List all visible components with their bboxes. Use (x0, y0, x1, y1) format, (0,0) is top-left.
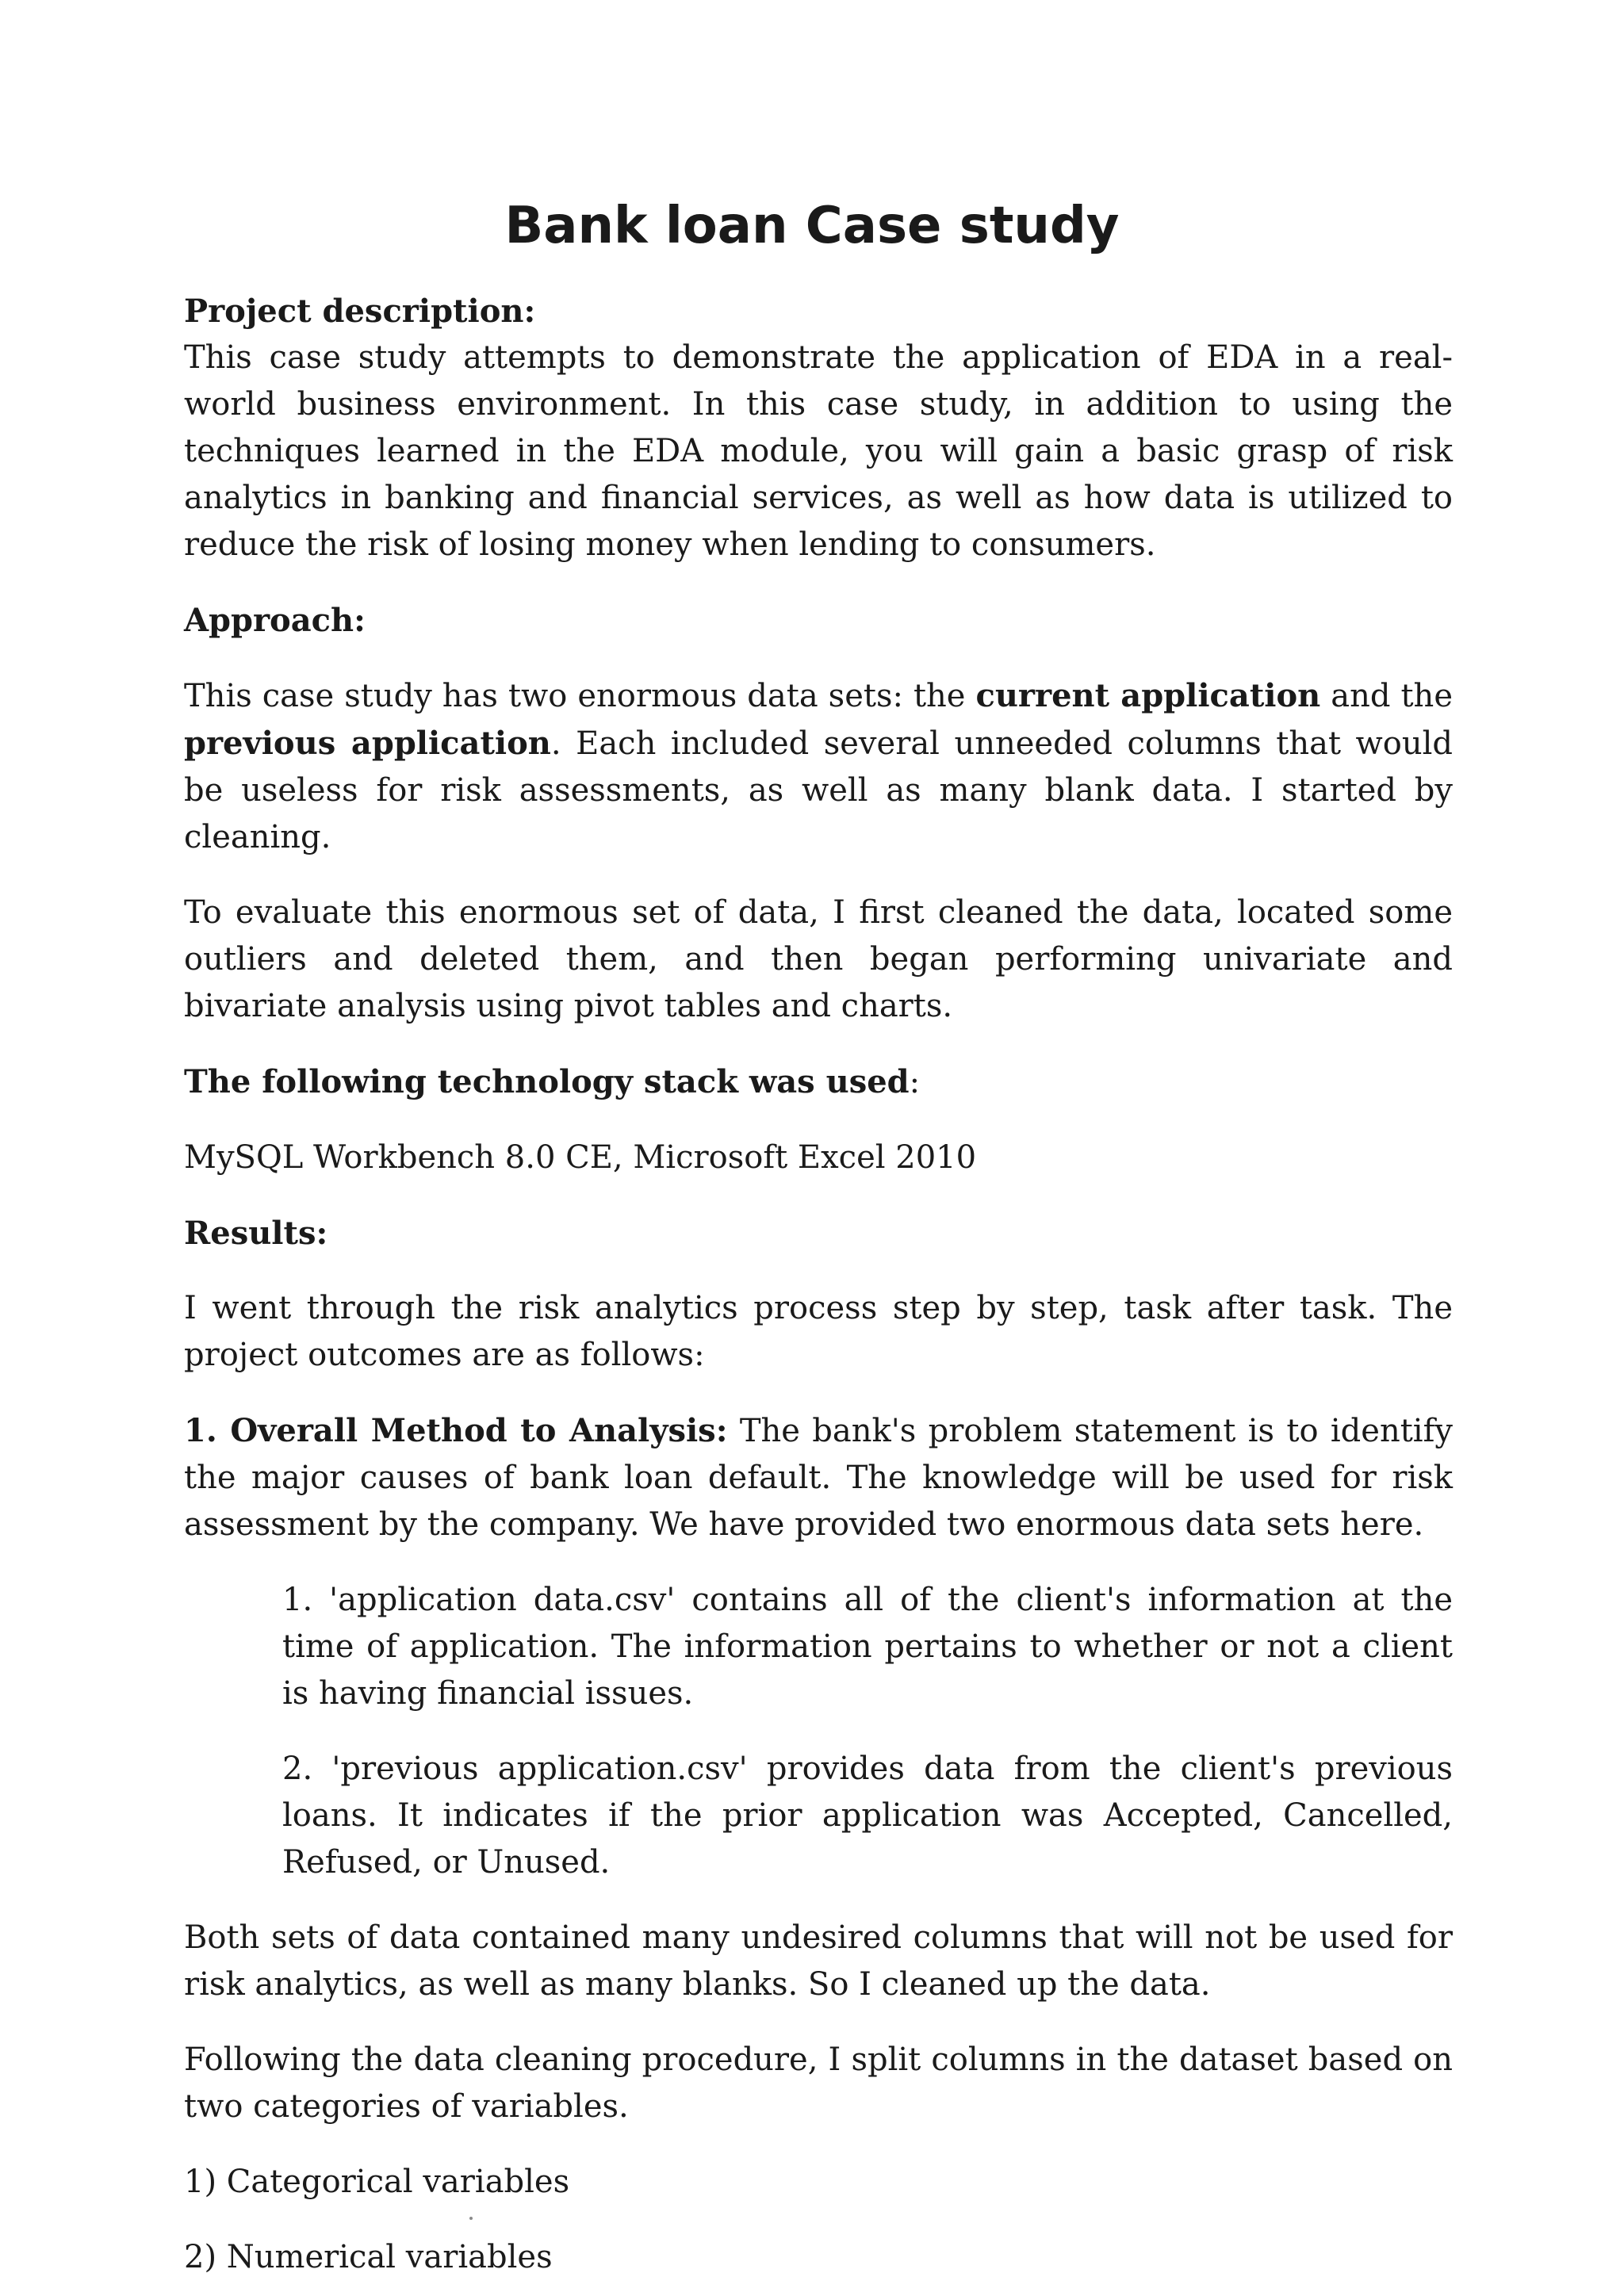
overall-method-text: The bank's problem statement is to identify the major causes of bank loan default. The knowledge will be used for risk assessment by the company. We have provided two enormous data sets here. (184, 1413, 1453, 1543)
approach-paragraph-2: To evaluate this enormous set of data, I first cleaned the data, located some outliers and deleted them, and then began performing univariate and bivariate analysis using pivot tables and charts. (184, 894, 1453, 1024)
approach-p1-part-c: and the (1320, 678, 1453, 714)
cleanup-paragraph: Both sets of data contained many undesired columns that will not be used for risk analytics, as well as many blanks. So I cleaned up the data. (184, 1919, 1453, 2003)
approach-p1-part-a: This case study has two enormous data sets: the (184, 678, 976, 714)
document-body (184, 288, 1453, 2281)
overall-method-heading: 1. Overall Method to Analysis: (184, 1412, 728, 1449)
list-item-application-data: 1. 'application data.csv' contains all of the client's information at the time of application. The information pertains to whether or not a client is having financial issues. (282, 1582, 1453, 1712)
category-numerical: 2) Numerical variables (184, 2239, 553, 2275)
previous-application-emphasis: previous application (184, 725, 551, 762)
document-title: Bank loan Case study (504, 197, 1120, 255)
approach-paragraph-1 (184, 672, 1453, 861)
results-intro: I went through the risk analytics process step by step, task after task. The project outcomes are as follows: (184, 1290, 1453, 1373)
tech-stack-text: MySQL Workbench 8.0 CE, Microsoft Excel 2010 (184, 1139, 977, 1176)
tech-stack-heading-text: The following technology stack was used (184, 1063, 910, 1100)
split-paragraph: Following the data cleaning procedure, I split columns in the dataset based on two categories of variables. (184, 2042, 1453, 2125)
tech-stack-colon: : (909, 1064, 921, 1100)
category-categorical: 1) Categorical variables (184, 2164, 570, 2200)
approach-p1-part-e: . Each included several unneeded columns that would be useless for risk assessments, as well as many blank data. I started by cleaning. (184, 725, 1454, 855)
project-description-heading: Project description: (184, 293, 536, 330)
approach-heading: Approach: (184, 602, 366, 639)
list-item-previous-application: 2. 'previous application.csv' provides data from the client's previous loans. It indicates if the prior application was Accepted, Cancelled, Refused, or Unused. (282, 1751, 1453, 1881)
overall-method-paragraph (184, 1407, 1453, 1548)
results-heading: Results: (184, 1215, 328, 1252)
tech-stack-heading (184, 1058, 1453, 1106)
current-application-emphasis: current application (975, 677, 1321, 714)
stray-dot-mark (469, 2217, 473, 2220)
project-description-text: This case study attempts to demonstrate the application of EDA in a real-world business environment. In this case study, in addition to using the techniques learned in the EDA module, you will gain a basic grasp of risk analytics in banking and financial services, as well as how data is utilized to reduce the risk of losing money when lending to consumers. (184, 339, 1453, 563)
